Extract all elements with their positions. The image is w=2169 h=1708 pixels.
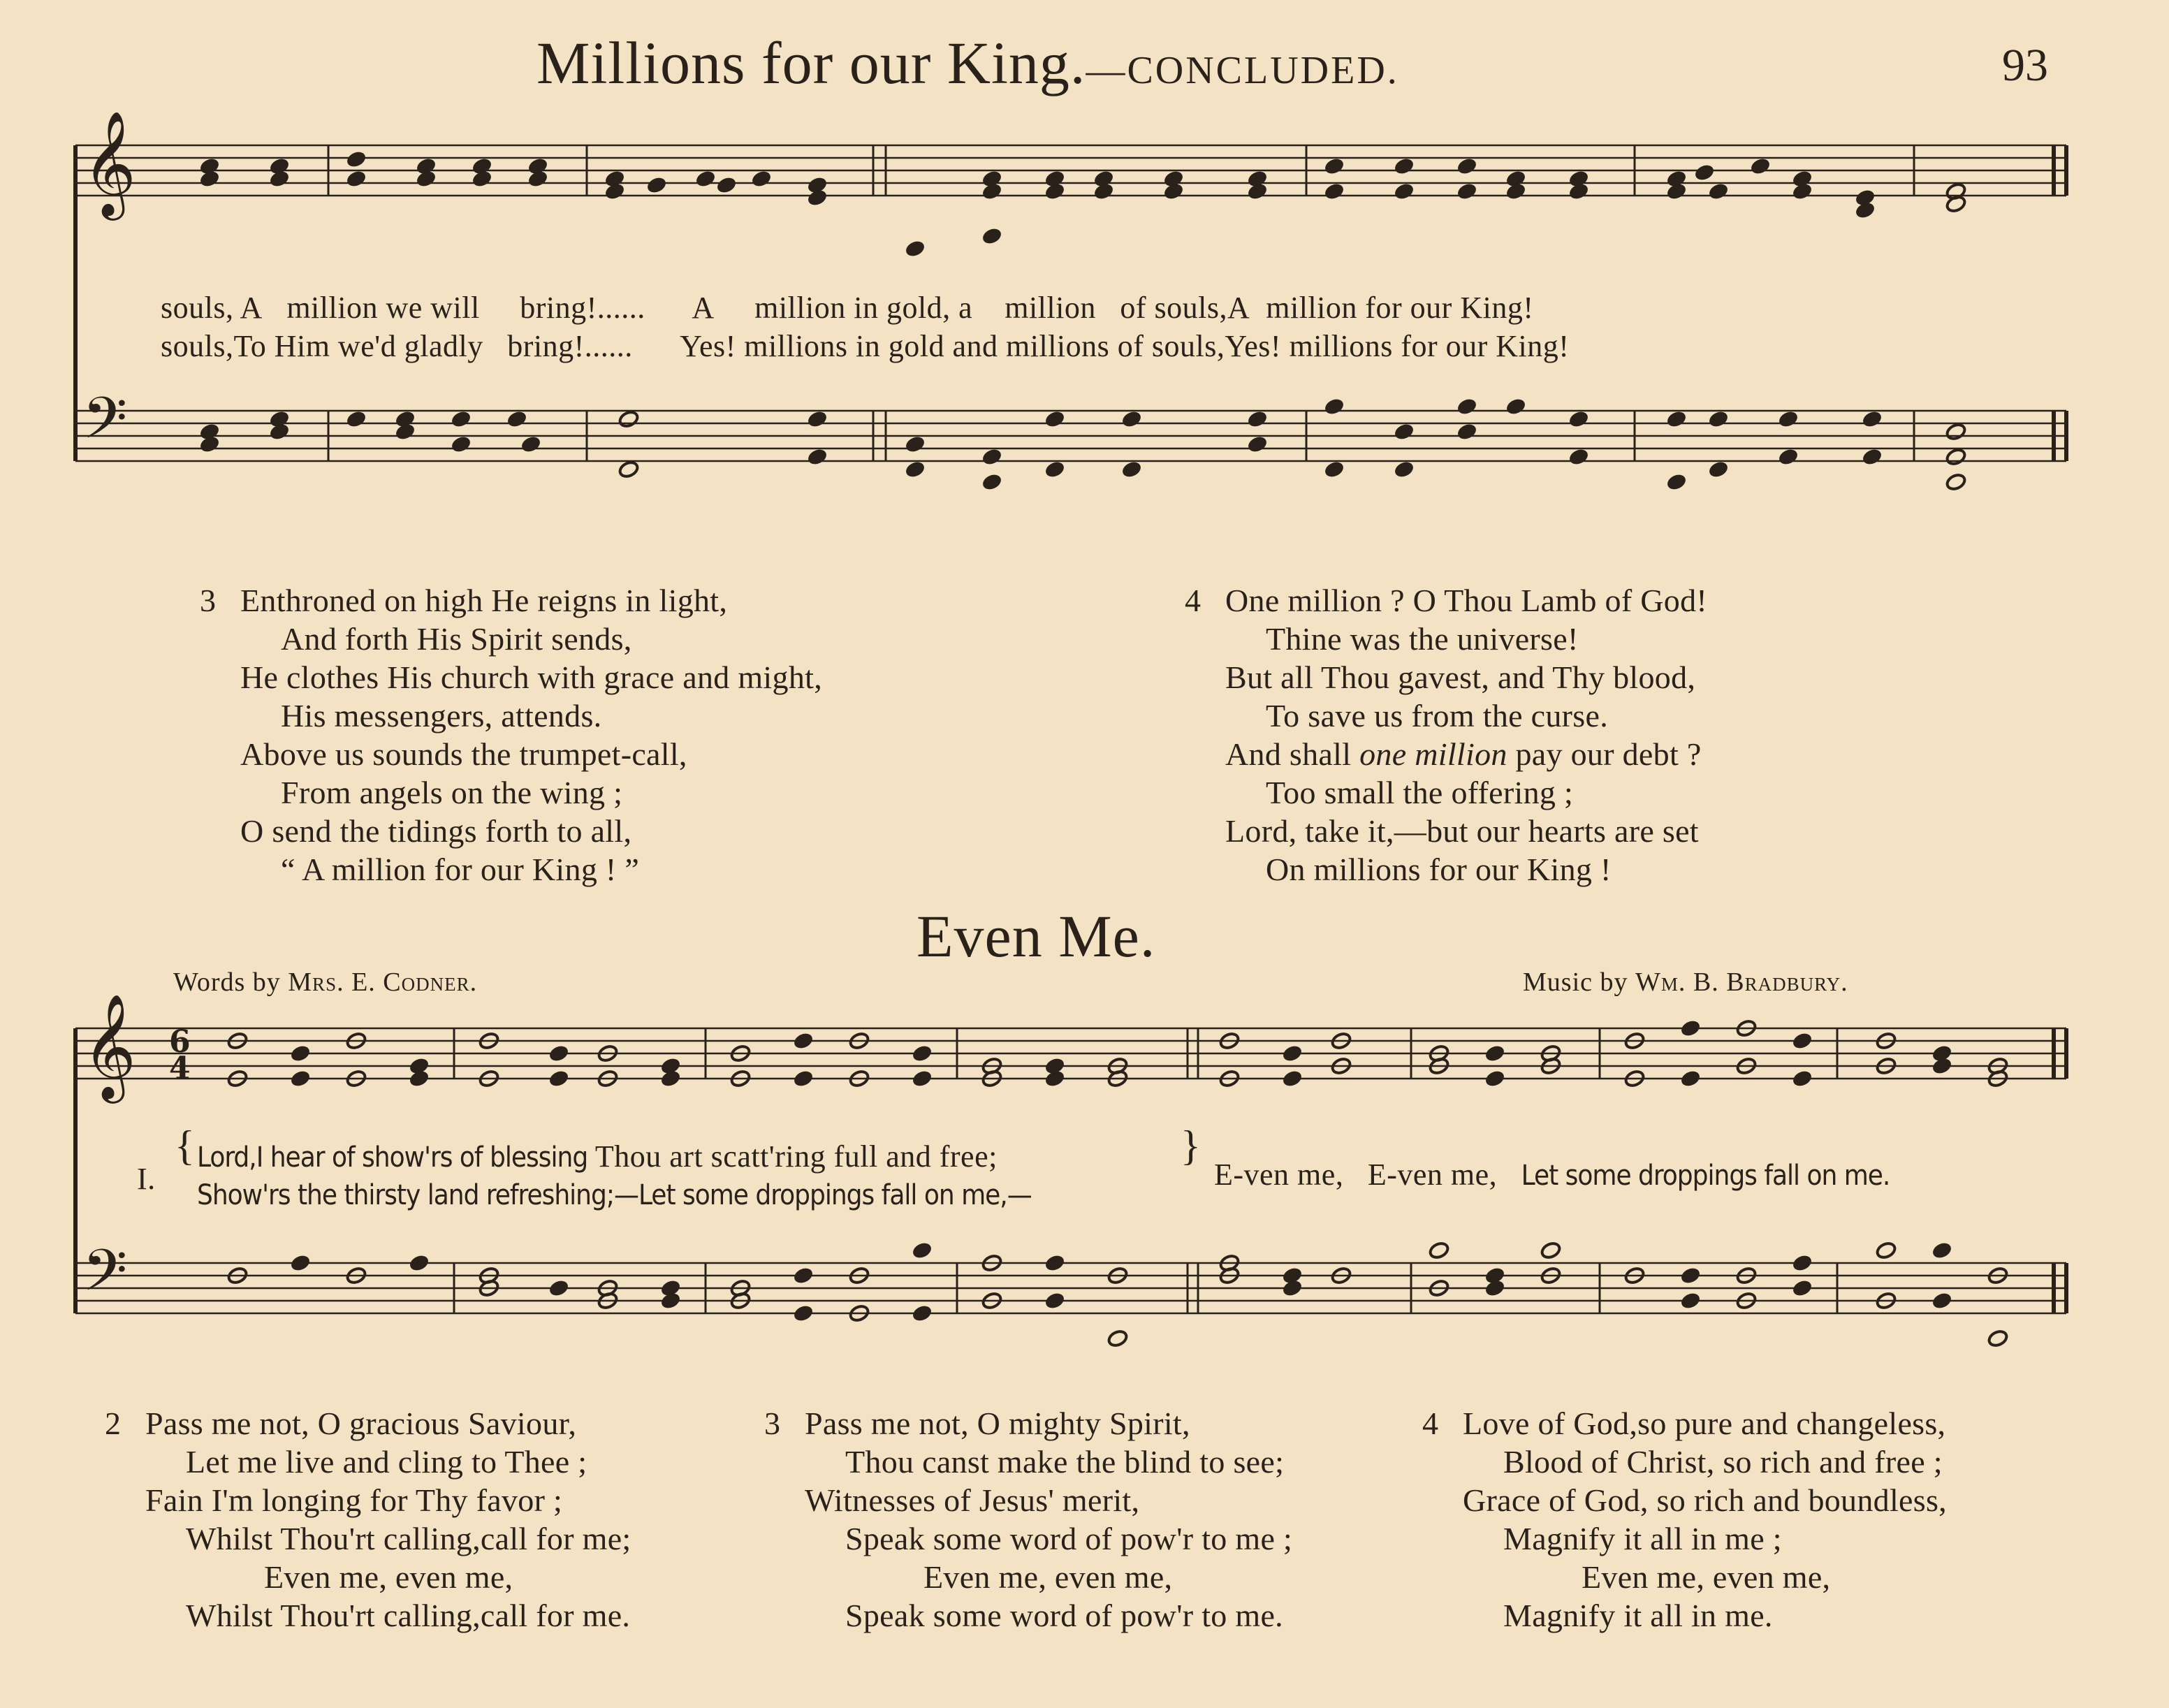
lyric-syllable: A — [692, 291, 715, 325]
note-head — [1679, 1069, 1701, 1088]
verse-line: To save us from the curse. — [1266, 698, 1608, 733]
note-head — [806, 447, 828, 466]
verse-line: Even me, even me, — [923, 1559, 1173, 1595]
note-head — [1568, 409, 1589, 428]
verse-line: His messengers, attends. — [281, 698, 602, 733]
note-head — [1456, 156, 1477, 175]
verse-line: But all Thou gavest, and Thy blood, — [1225, 659, 1696, 695]
note-head — [1044, 182, 1065, 200]
note-head — [1791, 1278, 1813, 1297]
note-head — [1679, 1291, 1701, 1310]
verse-line: He clothes His church with grace and might, — [240, 659, 822, 695]
note-head — [1707, 460, 1729, 479]
note-head — [750, 169, 772, 188]
hymn2-verse4 — [1422, 1404, 1947, 1635]
note-head — [520, 435, 541, 453]
note-head — [394, 422, 416, 441]
note-head — [1679, 1019, 1701, 1037]
verse-number: 4 — [1422, 1406, 1439, 1441]
verse-line: And forth His Spirit sends, — [281, 621, 632, 657]
note-head — [1791, 1069, 1813, 1088]
note-head — [792, 1266, 814, 1285]
verse-line: Fain I'm longing for Thy favor ; — [145, 1482, 563, 1518]
verse-line: “ A million for our King ! ” — [281, 852, 640, 887]
note-head — [1044, 1291, 1065, 1310]
verse-line: From angels on the wing ; — [281, 775, 623, 810]
note-head — [198, 435, 220, 453]
note-head — [506, 409, 527, 428]
note-head — [904, 239, 926, 258]
note-head — [548, 1278, 569, 1297]
lyric-syllable: million for our King! — [1266, 291, 1534, 325]
note-head — [1505, 397, 1526, 416]
verse-line: Witnesses of Jesus' merit, — [805, 1482, 1140, 1518]
lyric-syllable: Yes! millions in gold and millions of souls,Yes! millions for our King! — [680, 329, 1570, 363]
note-head — [1281, 1069, 1303, 1088]
note-head — [715, 175, 737, 194]
note-head — [904, 460, 926, 479]
music-credit — [1523, 967, 1848, 998]
hymn1-verse4 — [1185, 581, 1707, 889]
lyric-syllable: bring!...... — [520, 291, 645, 325]
hymn2-verse3 — [764, 1404, 1292, 1635]
time-signature-numerator: 6 — [169, 1024, 191, 1060]
page-number: 93 — [2002, 40, 2048, 91]
credit-name: Mrs. E. Codner. — [288, 968, 478, 997]
note-head — [1945, 472, 1966, 491]
note-head — [1679, 1266, 1701, 1285]
note-head — [1791, 1253, 1813, 1272]
lyric-fragment: Lord,I hear of show'rs of blessing — [197, 1141, 588, 1174]
note-head — [1749, 156, 1771, 175]
note-head — [1323, 156, 1345, 175]
verse-line — [1225, 735, 1707, 773]
note-head — [1665, 182, 1687, 200]
note-head — [981, 226, 1002, 245]
verse-line: Thou canst make the blind to see; — [845, 1444, 1285, 1480]
note-head — [1246, 435, 1268, 453]
hymn-title: Even Me. — [916, 903, 1156, 970]
words-credit — [173, 967, 477, 998]
lyric-syllable: million we will — [286, 291, 480, 325]
note-head — [1281, 1278, 1303, 1297]
note-head — [1093, 182, 1114, 200]
note-head — [1861, 409, 1883, 428]
verse-number: 2 — [105, 1406, 122, 1441]
lyric-syllable: souls, A — [161, 291, 263, 325]
note-head — [268, 422, 290, 441]
note-head — [268, 169, 290, 188]
hymn1-lyrics-line1 — [161, 290, 1533, 326]
note-head — [408, 1069, 430, 1088]
treble-clef-icon: 𝄞 — [82, 993, 136, 1099]
note-head — [1777, 447, 1799, 466]
note-head — [1120, 409, 1142, 428]
note-head — [904, 435, 926, 453]
verse-line: Speak some word of pow'r to me ; — [845, 1521, 1293, 1556]
note-head — [1246, 182, 1268, 200]
bass-clef-icon: 𝄢 — [82, 1236, 128, 1318]
verse-line: One million ? O Thou Lamb of God! — [1225, 583, 1707, 618]
running-title-main: Millions for our King. — [536, 29, 1086, 96]
right-brace: } — [1181, 1123, 1201, 1169]
verse-line: Blood of Christ, so rich and free ; — [1503, 1444, 1943, 1480]
credit-prefix: Music by — [1523, 968, 1628, 997]
note-head — [1987, 1329, 2008, 1348]
note-head — [806, 409, 828, 428]
note-head — [1281, 1044, 1303, 1063]
note-head — [548, 1044, 569, 1063]
note-head — [1568, 182, 1589, 200]
note-head — [1791, 1031, 1813, 1050]
note-head — [911, 1069, 933, 1088]
verse-line: Magnify it all in me ; — [1503, 1521, 1782, 1556]
note-head — [1323, 182, 1345, 200]
note-head — [618, 409, 639, 428]
verse-fragment: pay our debt ? — [1515, 736, 1702, 772]
note-head — [1707, 182, 1729, 200]
note-head — [645, 175, 667, 194]
credit-name: Wm. B. Bradbury. — [1635, 968, 1848, 997]
verse-line: Grace of God, so rich and boundless, — [1463, 1482, 1947, 1518]
treble-clef-icon: 𝄞 — [82, 110, 136, 216]
verse-line: Lord, take it,—but our hearts are set — [1225, 813, 1699, 849]
note-head — [1044, 460, 1065, 479]
left-brace: { — [175, 1123, 195, 1169]
verse-line: Thine was the universe! — [1266, 621, 1579, 657]
hymn2-verse1-number: I. — [137, 1162, 156, 1196]
note-head — [1484, 1069, 1505, 1088]
note-head — [694, 169, 716, 188]
note-head — [1246, 409, 1268, 428]
verse-line: Above us sounds the trumpet-call, — [240, 736, 687, 772]
lyric-fragment: E-ven me, — [1214, 1158, 1344, 1192]
lyric-syllable: souls,To Him we'd gladly — [161, 329, 483, 363]
hymn2-refrain — [1214, 1157, 1890, 1192]
note-head — [527, 169, 548, 188]
verse-fragment: And shall — [1225, 736, 1352, 772]
hymn2-verse2 — [105, 1404, 631, 1635]
note-head — [1854, 200, 1876, 219]
verse-line: Whilst Thou'rt calling,call for me; — [186, 1521, 631, 1556]
lyric-fragment: Thou art scatt'ring full and free; — [594, 1139, 998, 1174]
verse-line: Whilst Thou'rt calling,call for me. — [186, 1598, 631, 1633]
note-head — [981, 472, 1002, 491]
note-head — [289, 1044, 311, 1063]
note-head — [548, 1069, 569, 1088]
note-head — [659, 1069, 681, 1088]
verse-line: Too small the offering ; — [1266, 775, 1574, 810]
lyric-syllable: million — [1005, 291, 1096, 325]
note-head — [1931, 1056, 1952, 1075]
lyric-syllable: of souls,A — [1120, 291, 1250, 325]
note-head — [1540, 1241, 1561, 1260]
note-head — [1393, 422, 1415, 441]
note-head — [415, 169, 437, 188]
note-head — [1393, 460, 1415, 479]
note-head — [792, 1031, 814, 1050]
note-head — [1484, 1044, 1505, 1063]
note-head — [345, 169, 367, 188]
note-head — [1456, 422, 1477, 441]
note-head — [345, 409, 367, 428]
note-head — [1931, 1291, 1952, 1310]
lyric-fragment: Show'rs the thirsty land refreshing; — [197, 1179, 614, 1211]
note-head — [604, 182, 625, 200]
lyric-syllable: bring!...... — [507, 329, 633, 363]
note-head — [1693, 163, 1715, 182]
note-head — [1456, 182, 1477, 200]
hymn2-verse1-line2 — [197, 1176, 1032, 1212]
note-head — [911, 1241, 933, 1260]
note-head — [1044, 409, 1065, 428]
time-signature-denominator: 4 — [169, 1051, 191, 1086]
verse-italic-fragment: one million — [1359, 736, 1507, 772]
note-head — [1707, 409, 1729, 428]
note-head — [1323, 460, 1345, 479]
note-head — [1162, 182, 1184, 200]
note-head — [345, 149, 367, 168]
note-head — [1120, 460, 1142, 479]
note-head — [659, 1291, 681, 1310]
verse-line: Enthroned on high He reigns in light, — [240, 583, 728, 618]
verse-line: Even me, even me, — [264, 1559, 513, 1595]
note-head — [1568, 447, 1589, 466]
hymn2-verse1-line1 — [197, 1139, 998, 1174]
verse-line: Pass me not, O mighty Spirit, — [805, 1406, 1190, 1441]
hymn1-lyrics-line2 — [161, 328, 1569, 364]
lyric-fragment: —Let some droppings fall on me,— — [613, 1179, 1032, 1211]
verse-number: 3 — [764, 1406, 781, 1441]
verse-number: 3 — [200, 583, 217, 618]
verse-line: Speak some word of pow'r to me. — [845, 1598, 1283, 1633]
credit-prefix: Words by — [173, 968, 281, 997]
note-head — [792, 1304, 814, 1322]
note-head — [1665, 409, 1687, 428]
verse-line: Magnify it all in me. — [1503, 1598, 1773, 1633]
lyric-fragment: Let some droppings fall on me. — [1521, 1160, 1890, 1192]
lyric-syllable: million in gold, a — [754, 291, 973, 325]
note-head — [911, 1044, 933, 1063]
note-head — [911, 1304, 933, 1322]
note-head — [618, 460, 639, 479]
note-head — [1393, 182, 1415, 200]
note-head — [1777, 409, 1799, 428]
lyric-fragment: E-ven me, — [1367, 1158, 1498, 1192]
hymn1-verse3 — [200, 581, 822, 889]
verse-line: On millions for our King ! — [1266, 852, 1612, 887]
note-head — [1456, 397, 1477, 416]
note-head — [289, 1253, 311, 1272]
note-head — [1945, 447, 1966, 466]
note-head — [408, 1253, 430, 1272]
note-head — [792, 1069, 814, 1088]
verse-number: 4 — [1185, 583, 1202, 618]
note-head — [198, 169, 220, 188]
running-title-suffix: —CONCLUDED. — [1086, 49, 1399, 92]
note-head — [981, 447, 1002, 466]
verse-line: Even me, even me, — [1582, 1559, 1831, 1595]
note-head — [1931, 1241, 1952, 1260]
note-head — [806, 188, 828, 207]
note-head — [1505, 182, 1526, 200]
note-head — [1044, 1253, 1065, 1272]
note-head — [1875, 1241, 1897, 1260]
note-head — [450, 435, 472, 453]
bass-clef-icon: 𝄢 — [82, 384, 128, 466]
note-head — [450, 409, 472, 428]
note-head — [1945, 422, 1966, 441]
verse-line: Love of God,so pure and changeless, — [1463, 1406, 1946, 1441]
verse-line: O send the tidings forth to all, — [240, 813, 632, 849]
note-head — [1665, 472, 1687, 491]
note-head — [1484, 1278, 1505, 1297]
note-head — [471, 169, 492, 188]
note-head — [289, 1069, 311, 1088]
note-head — [1428, 1241, 1449, 1260]
note-head — [1044, 1069, 1065, 1088]
verse-line: Let me live and cling to Thee ; — [186, 1444, 587, 1480]
note-head — [1791, 182, 1813, 200]
verse-line: Pass me not, O gracious Saviour, — [145, 1406, 577, 1441]
note-head — [981, 182, 1002, 200]
note-head — [1323, 397, 1345, 416]
note-head — [1861, 447, 1883, 466]
note-head — [1107, 1329, 1128, 1348]
note-head — [1393, 156, 1415, 175]
